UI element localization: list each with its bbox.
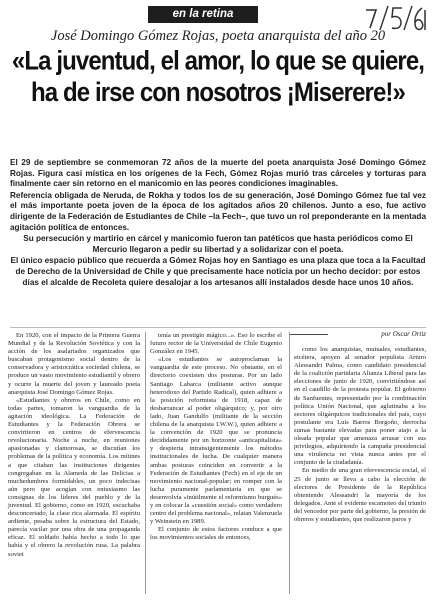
column-divider: [145, 332, 146, 594]
divider: [10, 327, 426, 328]
lead-paragraph: El 29 de septiembre se conmemoran 72 años de la muerte del poeta anarquista José Domingo Gómez Rojas. Figura casi mística en los orígenes de la Fech, Gómez Rojas murió tras cárceles y torturas para finalmente caer sin retorno en el manicomio en las peores condiciones imaginables.: [10, 158, 426, 189]
lead-paragraph: Su persecución y martirio en cárcel y manicomio fueron tan patéticos que hasta periódicos como El Mercurio llegaron a pedir su libertad y a solidarizar con el poeta.: [23, 234, 413, 254]
lead-paragraph: El único espacio público que recuerda a Gómez Rojas hoy en Santiago es una plaza que toca a la Facultad de Derecho de la Universidad de Chile y que precisamente hace noticia por un hecho decidor: por estos días el alcalde de Recoleta quiere desalojar a los artesanos allí instalados desde hace unos 10 años.: [10, 256, 426, 287]
body-column-1: [8, 332, 140, 559]
article-headline: «La juventud, el amor, lo que se quiere, ha de irse con nosotros ¡Miserere!»: [11, 46, 425, 108]
column-divider: [289, 332, 290, 594]
body-paragraph: tenía un prestigio mágico...». Eso lo escribe el futuro rector de la Universidad de Chile Eugenio González en 1945.: [150, 332, 282, 356]
body-paragraph: «Estudiantes y obreros en Chile, como en todas partes, tomaron la vanguardia de la agitación ideológica. La Federación de Estudiantes y la Federación Obrera se convirtieron en centros de efervescencia revolucionaria. Noche a noche, en reuniones apasionadas y clamorosas, se discutían los problemas de la política y economía. Los mítines a que citaban las instituciones dirigentes congregaban en la Alameda de las Delicias a muchedumbres formidables, un poco indecisas aún pero que acogían con entusiasmo las consignas de los líderes del pueblo y de la juventud. El gobierno, como en 1920, escuchaba desconcertado, la clase rica alarmada. El espíritu ardiente, pesaba sobre la estructura del Estado, parecía vacilar por una obra de una propaganda eficaz. El soldado había hecho a todo lo que había y el obrero la revolución rusa. La palabra soviet: [8, 396, 140, 558]
body-paragraph: como los anarquistas, mutuales, estudiantes, etcétera, apoyen al senador populista Arturo Alessandri Palma, como candidato presidencial de la coalición partidaria Alianza Liberal para las elecciones de junio de 1920, convirtiéndose así en el caudillo de la protesta popular. El gobierno de Sanfuentes, representado por la combinación política Unión Nacional, que aglutinaba a los sectores oligárquicos tradicionales del país, cuyo postulante era Luis Barros Borgoño, derrocha sumas bastante elevadas para poner atajo a la oleada popular que amenaza arrasar con sus privilegios, adquiriendo la campaña presidencial una virulencia no vista nunca antes por el conjunto de la ciudadanía.: [294, 346, 426, 467]
article-body: [8, 332, 428, 598]
lead-paragraph: Referencia obligada de Neruda, de Rokha y todos los de su generación, José Domingo Gómez fue tal vez el más importante poeta joven de la época de los agitados años 20 chilenos. Junto a eso, fue activo dirigente de la Federación de Estudiantes de Chile –la Fech–, que tuvo un rol preponderante en la mentada agitación política de entonces.: [10, 190, 426, 232]
article-lead: [10, 158, 426, 288]
article-kicker: José Domingo Gómez Rojas, poeta anarquista del año 20: [50, 28, 386, 44]
body-column-3: [294, 346, 426, 524]
body-paragraph: En medio de una gran efervescencia social, el 25 de junio se lleva a cabo la elección de electores de Presidente de la República obteniendo Alessandri la mayoría de los delegados. Ante el evidente escamoteo del triunfo del vencedor por parte del gobierno, la presión de obreros y estudiantes, que realizaron paros y: [294, 467, 426, 523]
body-column-2: [150, 332, 282, 542]
body-paragraph: En 1920, con el impacto de la Primera Guerra Mundial y de la Revolución Soviética y con la acción de los asalariados organizados que buscaban protagonismo social dentro de la conservadora y aristocrática sociedad chilena, se produce un vasto movimiento estudiantil y obrero y ocurre la muerte del joven y laureado poeta anarquista José Domingo Gómez Rojas.: [8, 332, 140, 396]
byline: por Oscar Ortiz: [381, 330, 426, 338]
section-tag: en la retina: [148, 6, 258, 23]
body-paragraph: El conjunto de estos factores conduce a que los movimientos sociales de entonces,: [150, 526, 282, 542]
body-paragraph: «Los estudiantes se autoproclaman la vanguardia de este proceso. No obstante, en el directorio coexisten dos posturas. Por un lado Santiago Labarca (militante activo aunque heterodoxo del Partido Radical), quien adhiere a la posición reformista de 1918, capaz de desbarrancar al poder oligárquico; y, por otro lado, Juan Gandulfo (militante de la sección chilena de la anarquista I.W.W.), quien adhiere a la convención de 1920 que se pronuncia decididamente por un horizonte «anticapitalista» y despierta intransigentemente los métodos institucionales de lucha. De cualquier manera ambas posturas coinciden en convertir a la Federación de Estudiantes (Fech) en el eje de un movimiento nacional-popular; en romper con la lucha puramente parlamentaria en que se desenvolvía «inútilmente el reformismo burgués» y en colocar la «cuestión social» como verdadero centro del problema nacional», relatan Valenzuela y Weinstein en 1989.: [150, 356, 282, 526]
